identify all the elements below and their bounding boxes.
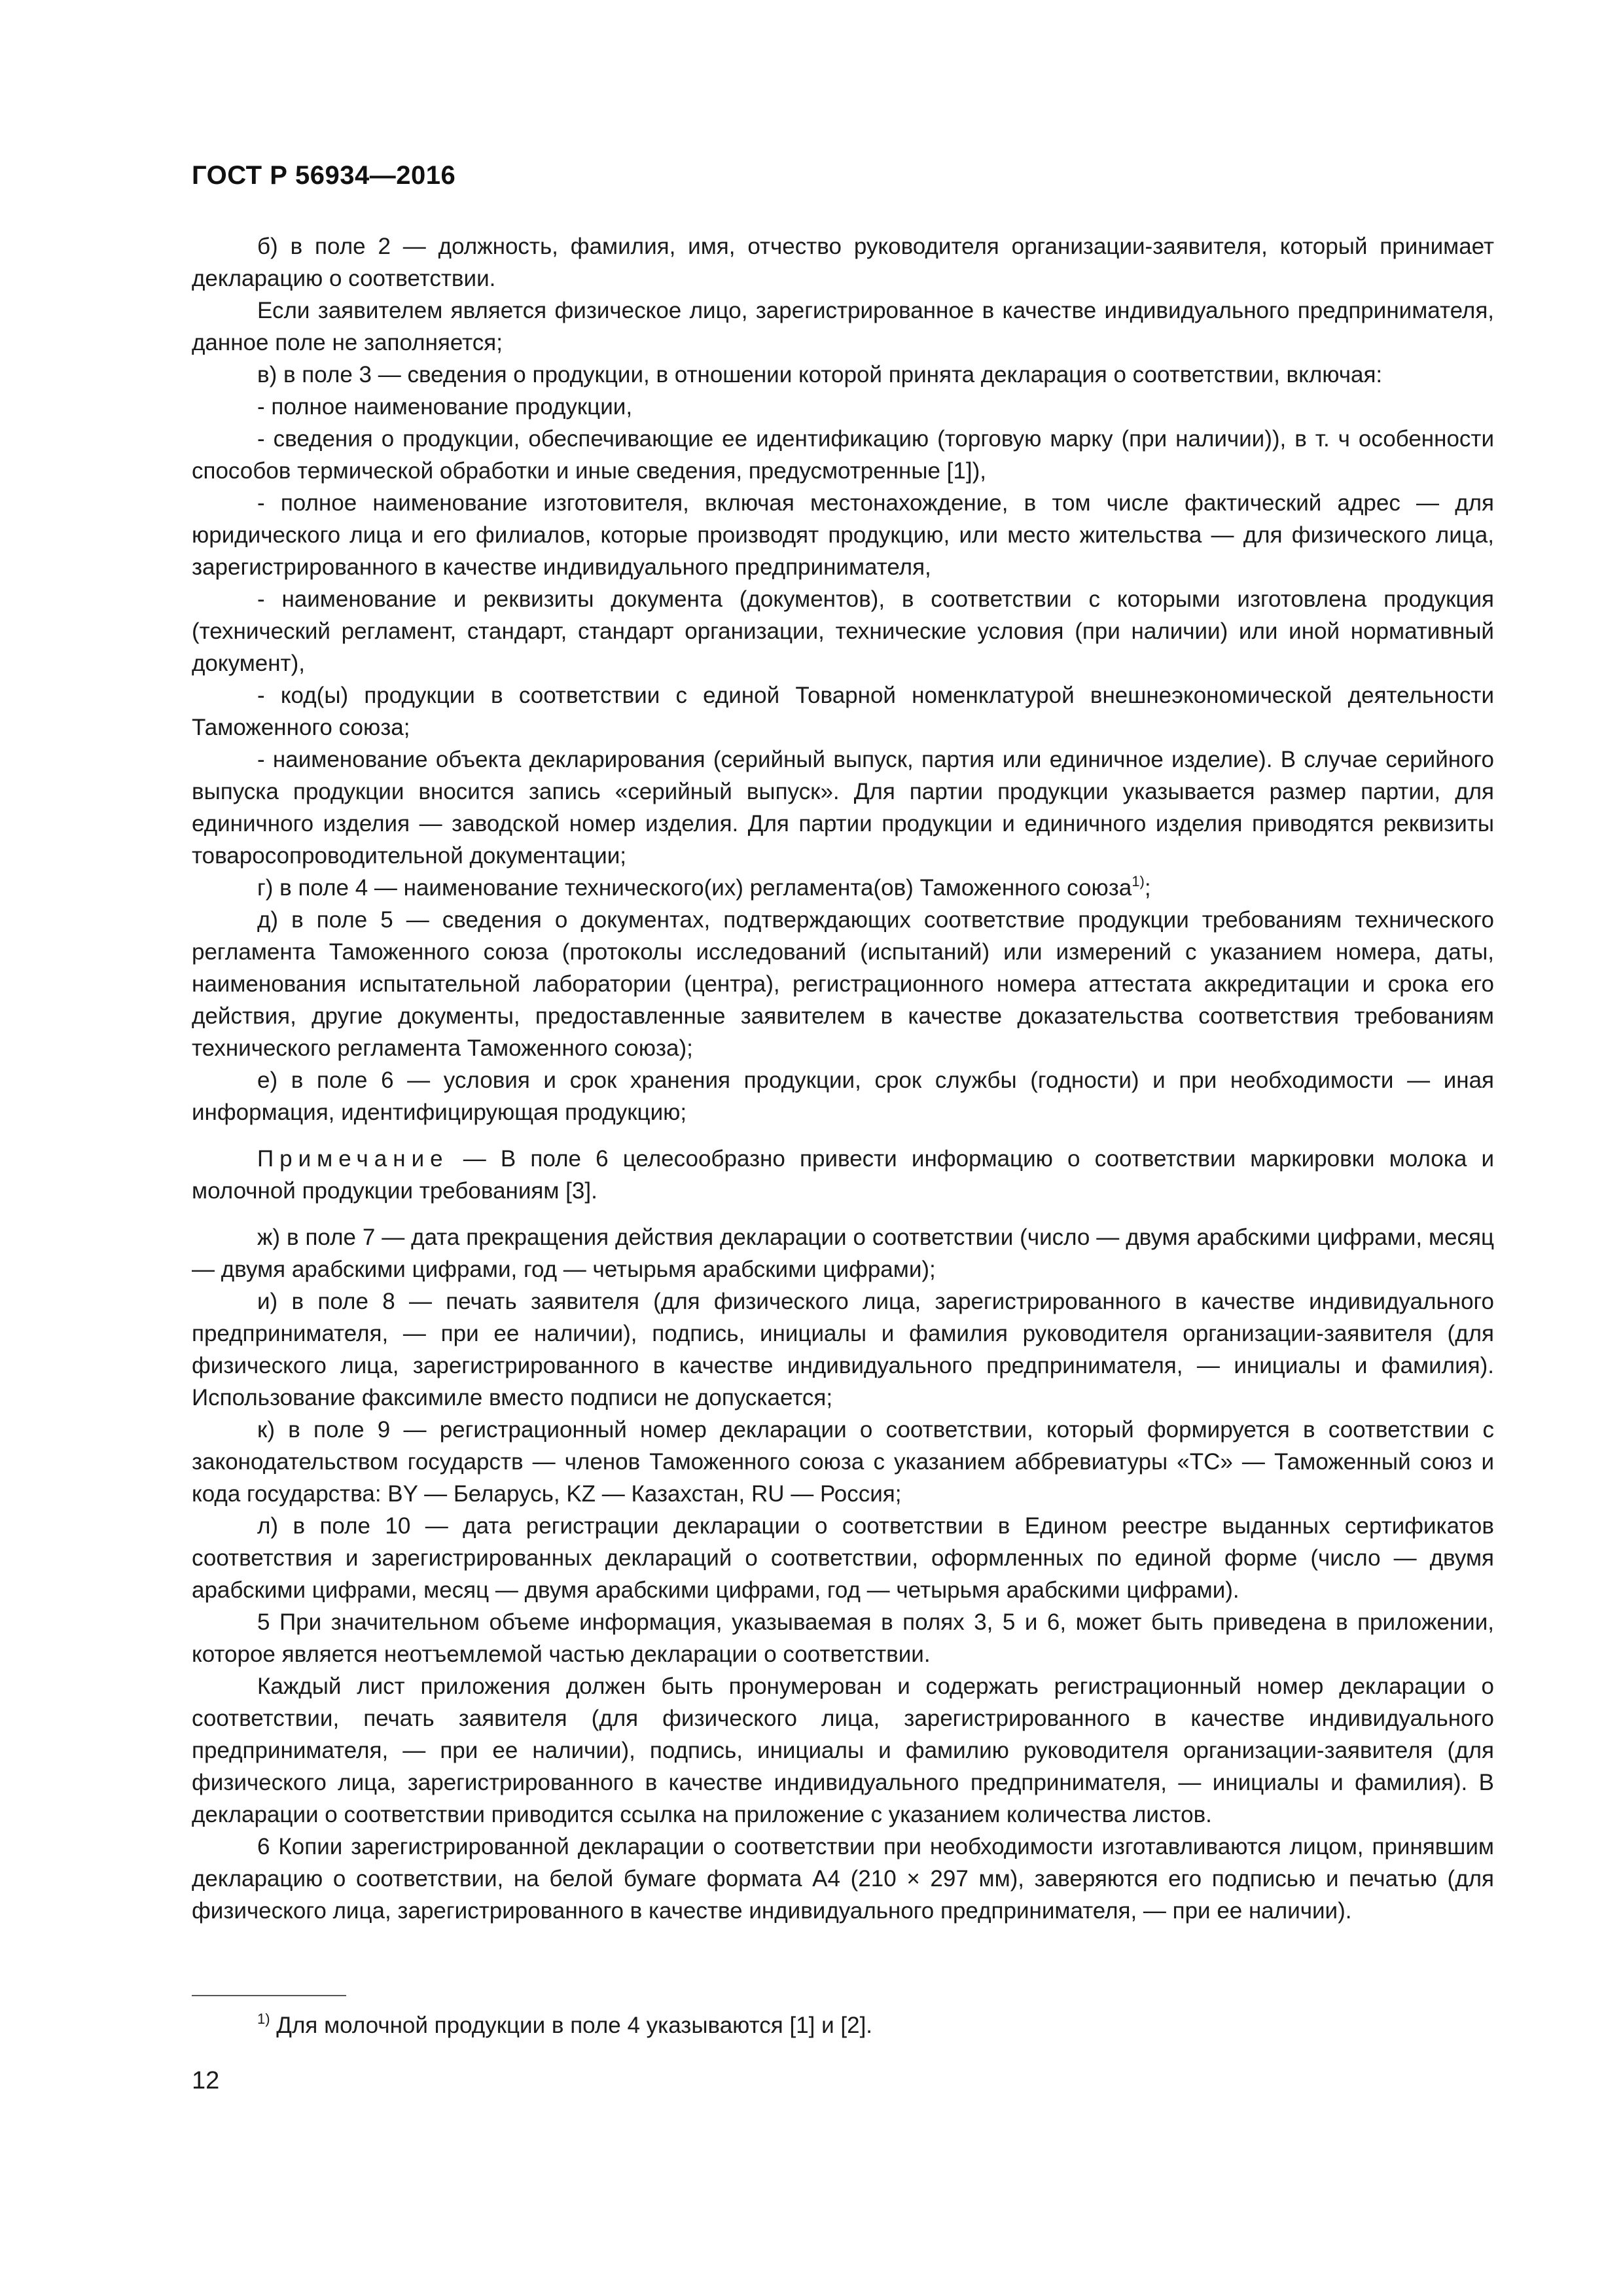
paragraph-e: е) в поле 6 — условия и срок хранения продукции, срок службы (годности) и при необходимости — иная информация, идентифицирующая продукцию; [192, 1067, 1494, 1125]
footnote-divider [192, 1995, 346, 1996]
list-item: - код(ы) продукции в соответствии с единой Товарной номенклатурой внешнеэкономической деятельности Таможенного союза; [192, 683, 1494, 740]
main-text [192, 230, 1494, 1927]
footnote [192, 2009, 1494, 2041]
footnote-mark: 1) [257, 2011, 270, 2027]
paragraph-d: д) в поле 5 — сведения о документах, подтверждающих соответствие продукции требованиям технического регламента Таможенного союза (протоколы исследований (испытаний) или измерений с указанием номера, даты, наименования испытательной лаборатории (центра), регистрационного номера аттестата аккредитации и срока его действия, другие документы, предоставленные заявителем в качестве доказательства соответствия требованиям технического регламента Таможенного союза); [192, 907, 1494, 1061]
paragraph-g-text: г) в поле 4 — наименование технического(их) регламента(ов) Таможенного союза [257, 875, 1132, 901]
paragraph-g [192, 872, 1494, 904]
note [192, 1143, 1494, 1207]
paragraph-5-appendix: Каждый лист приложения должен быть пронумерован и содержать регистрационный номер декларации о соответствии, печать заявителя (для физического лица, зарегистрированного в качестве индивидуального предпринимателя, — при ее наличии), подпись, инициалы и фамилию руководителя организации-заявителя (для физического лица, зарегистрированного в качестве индивидуального предпринимателя, — инициалы и фамилия). В декларации о соответствии приводится ссылка на приложение с указанием количества листов. [192, 1674, 1494, 1827]
list-item: - наименование объекта декларирования (серийный выпуск, партия или единичное изделие). В случае серийного выпуска продукции вносится запись «серийный выпуск». Для партии продукции указывается размер партии, для единичного изделия — заводской номер изделия. Для партии продукции и единичного изделия приводятся реквизиты товаросопроводительной документации; [192, 747, 1494, 869]
list-item: - полное наименование изготовителя, включая местонахождение, в том числе фактический адрес — для юридического лица и его филиалов, которые производят продукцию, или место жительства — для физического лица, зарегистрированного в качестве индивидуального предпринимателя, [192, 490, 1494, 580]
paragraph-b: б) в поле 2 — должность, фамилия, имя, отчество руководителя организации-заявителя, который принимает декларацию о соответствии. [192, 234, 1494, 291]
note-label: Примечание [257, 1146, 449, 1172]
list-item: - полное наименование продукции, [257, 394, 633, 420]
list-item: - сведения о продукции, обеспечивающие ее идентификацию (торговую марку (при наличии)), в т. ч особенности способов термической обработки и иные сведения, предусмотренные [1]), [192, 426, 1494, 484]
document-header: ГОСТ Р 56934—2016 [192, 161, 456, 190]
paragraph-b-note: Если заявителем является физическое лицо, зарегистрированное в качестве индивидуального предпринимателя, данное поле не заполняется; [192, 298, 1494, 355]
paragraph-g-tail: ; [1144, 875, 1151, 901]
paragraph-k: к) в поле 9 — регистрационный номер декларации о соответствии, который формируется в соответствии с законодательством государств — членов Таможенного союза с указанием аббревиатуры «ТС» — Таможенный союз и кода государства: BY — Беларусь, KZ — Казахстан, RU — Россия; [192, 1417, 1494, 1507]
paragraph-l: л) в поле 10 — дата регистрации декларации о соответствии в Едином реестре выданных сертификатов соответствия и зарегистрированных деклараций о соответствии, оформленных по единой форме (число — двумя арабскими цифрами, месяц — двумя арабскими цифрами, год — четырьмя арабскими цифрами). [192, 1513, 1494, 1603]
note-text: — В поле 6 целесообразно привести информацию о соответствии маркировки молока и молочной продукции требованиям [3]. [192, 1146, 1494, 1204]
list-item: - наименование и реквизиты документа (документов), в соответствии с которыми изготовлена продукция (технический регламент, стандарт, стандарт организации, технические условия (при наличии) или иной нормативный документ), [192, 586, 1494, 676]
page-number: 12 [192, 2067, 220, 2094]
paragraph-i: и) в поле 8 — печать заявителя (для физического лица, зарегистрированного в качестве индивидуального предпринимателя, — при ее наличии), подпись, инициалы и фамилия руководителя организации-заявителя (для физического лица, зарегистрированного в качестве индивидуального предпринимателя, — инициалы и фамилия). Использование факсимиле вместо подписи не допускается; [192, 1289, 1494, 1410]
paragraph-5: 5 При значительном объеме информация, указываемая в полях 3, 5 и 6, может быть приведена в приложении, которое является неотъемлемой частью декларации о соответствии. [192, 1609, 1494, 1667]
paragraph-v: в) в поле 3 — сведения о продукции, в отношении которой принята декларация о соответствии, включая: [257, 362, 1383, 387]
paragraph-zh: ж) в поле 7 — дата прекращения действия декларации о соответствии (число — двумя арабскими цифрами, месяц — двумя арабскими цифрами, год — четырьмя арабскими цифрами); [192, 1225, 1494, 1282]
footnote-reference: 1) [1132, 873, 1145, 889]
paragraph-6: 6 Копии зарегистрированной декларации о соответствии при необходимости изготавливаются лицом, принявшим декларацию о соответствии, на белой бумаге формата А4 (210 × 297 мм), заверяются его подписью и печатью (для физического лица, зарегистрированного в качестве индивидуального предпринимателя, — при ее наличии). [192, 1834, 1494, 1924]
footnote-text: Для молочной продукции в поле 4 указываются [1] и [2]. [270, 2013, 873, 2038]
